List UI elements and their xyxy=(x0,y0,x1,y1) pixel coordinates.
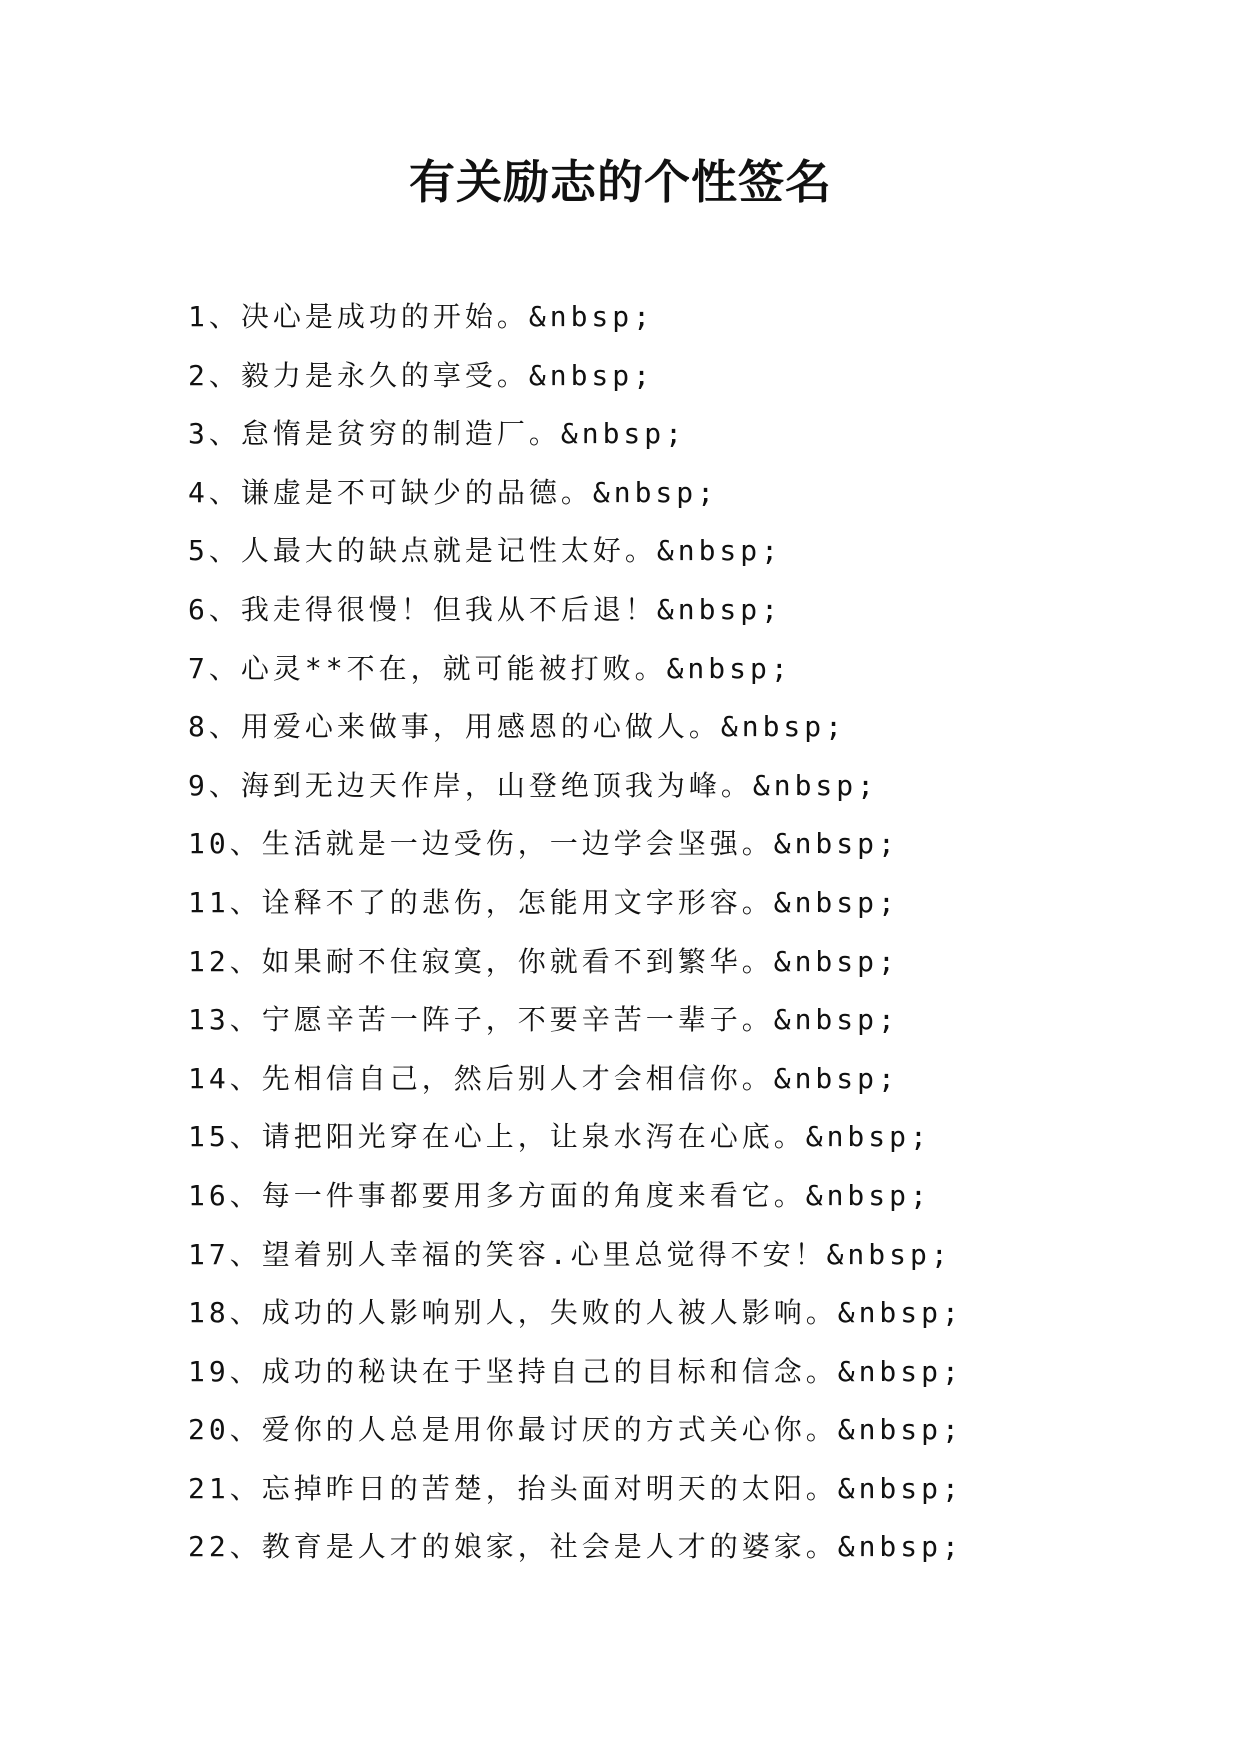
list-item: 13、宁愿辛苦一阵子，不要辛苦一辈子。&nbsp; xyxy=(188,1003,899,1037)
list-item: 5、人最大的缺点就是记性太好。&nbsp; xyxy=(188,534,783,568)
list-item: 14、先相信自己，然后别人才会相信你。&nbsp; xyxy=(188,1061,899,1095)
list-item: 3、怠惰是贫穷的制造厂。&nbsp; xyxy=(188,417,687,451)
list-item: 19、成功的秘诀在于坚持自己的目标和信念。&nbsp; xyxy=(188,1354,963,1388)
list-item: 21、忘掉昨日的苦楚，抬头面对明天的太阳。&nbsp; xyxy=(188,1471,963,1505)
signature-list xyxy=(188,288,963,1577)
list-item: 6、我走得很慢！但我从不后退！&nbsp; xyxy=(188,592,783,626)
list-item: 9、海到无边天作岸，山登绝顶我为峰。&nbsp; xyxy=(188,768,879,802)
list-item: 4、谦虚是不可缺少的品德。&nbsp; xyxy=(188,475,719,509)
list-item: 15、请把阳光穿在心上，让泉水泻在心底。&nbsp; xyxy=(188,1120,931,1154)
list-item: 11、诠释不了的悲伤，怎能用文字形容。&nbsp; xyxy=(188,885,899,919)
list-item: 12、如果耐不住寂寞，你就看不到繁华。&nbsp; xyxy=(188,944,899,978)
list-item: 20、爱你的人总是用你最讨厌的方式关心你。&nbsp; xyxy=(188,1413,963,1447)
list-item: 16、每一件事都要用多方面的角度来看它。&nbsp; xyxy=(188,1178,931,1212)
list-item: 18、成功的人影响别人，失败的人被人影响。&nbsp; xyxy=(188,1296,963,1330)
list-item: 7、心灵**不在，就可能被打败。&nbsp; xyxy=(188,651,792,685)
list-item: 17、望着别人幸福的笑容.心里总觉得不安！&nbsp; xyxy=(188,1237,952,1271)
list-item: 2、毅力是永久的享受。&nbsp; xyxy=(188,358,655,392)
list-item: 10、生活就是一边受伤，一边学会坚强。&nbsp; xyxy=(188,827,899,861)
list-item: 22、教育是人才的娘家，社会是人才的婆家。&nbsp; xyxy=(188,1530,963,1564)
list-item: 8、用爱心来做事，用感恩的心做人。&nbsp; xyxy=(188,710,847,744)
document-title: 有关励志的个性签名 xyxy=(409,155,832,209)
list-item: 1、决心是成功的开始。&nbsp; xyxy=(188,300,655,333)
